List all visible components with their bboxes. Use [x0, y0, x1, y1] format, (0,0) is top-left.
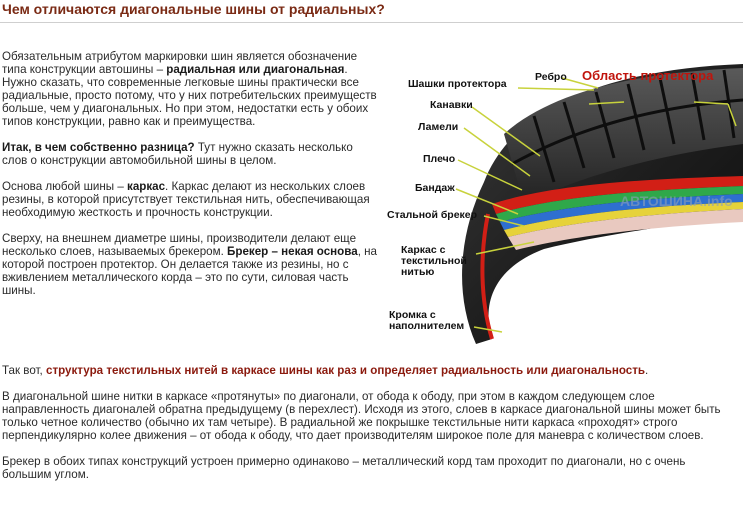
label-shoulder: Плечо: [423, 153, 456, 165]
page-title: Чем отличаются диагональные шины от радиальных?: [2, 1, 385, 17]
text: Основа любой шины –: [2, 180, 128, 193]
text-bold: радиальная или диагональная: [166, 63, 345, 76]
label-bandage: Бандаж: [415, 182, 455, 194]
label-carcass: Каркас с текстильной нитью: [401, 244, 467, 278]
paragraph-structure: [2, 364, 738, 377]
title-divider: [0, 22, 743, 23]
text: Так вот,: [2, 364, 46, 377]
paragraph-carcass: [2, 180, 378, 219]
text: , на которой построен протектор. Он делается также из резины, но с вживлением металлического корда – это по сути, силовая часть шины.: [2, 245, 377, 297]
label-grooves: Канавки: [430, 99, 473, 111]
label-steel-breaker: Стальной брекер: [387, 209, 478, 221]
paragraph-breaker-both: Брекер в обоих типах конструкций устроен примерно одинаково – металлический корд там проходит по диагонали, но с очень большим углом.: [2, 455, 686, 481]
label-sipes: Ламели: [418, 121, 459, 133]
intro-column: [2, 50, 378, 310]
paragraph-difference: [2, 141, 378, 167]
label-rib: Ребро: [535, 71, 567, 83]
label-bead: Кромка с наполнителем: [389, 309, 465, 332]
text-bold: каркас: [127, 180, 166, 193]
text: . Нужно сказать, что современные легковые шины практически все радиальные, просто потому, что у них потребительских преимуществ больше, чем у диагональных. Но при этом, недостатки есть у обоих типов конструкции, равно как и преимущества.: [2, 63, 377, 128]
paragraph-breaker: [2, 232, 378, 297]
text-bold: Итак, в чем собственно разница?: [2, 141, 195, 154]
label-tread-blocks: Шашки протектора: [408, 78, 507, 90]
body-text: [2, 364, 738, 494]
paragraph-marking: [2, 50, 378, 128]
paragraph-diagonal: В диагональной шине нитки в каркасе «протянуты» по диагонали, от обода к ободу, при этом в каждом следующем слое направленность диагоналей обратна предыдущему (в перехлест). Исходя из этого, слоев в каркасе диагональной шины может быть только четное количество (обычно их там четыре). В радиальной же покрышке текстильные нити каркаса «проходят» строго перпендикулярно колее движения – от обода к ободу, что дает производителям широкое поле для маневра с количеством слоев.: [2, 390, 721, 442]
tire-diagram: [384, 64, 743, 354]
watermark: АВТОШИНА.info: [620, 193, 733, 209]
text-bold: Брекер – некая основа: [227, 245, 358, 258]
text: Сверху, на внешнем диаметре шины, производители делают еще несколько слоев, называемых брекером.: [2, 232, 357, 258]
text: .: [645, 364, 649, 377]
label-tread-area: Область протектора: [582, 68, 714, 83]
text: . Каркас делают из нескольких слоев резины, в которой присутствует текстильная нить, обеспечивающая необходимую жесткость и прочность конструкции.: [2, 180, 370, 219]
text-highlight: структура текстильных нитей в каркасе шины как раз и определяет радиальность или диагональность: [46, 364, 646, 377]
text: Тут нужно сказать несколько слов о конструкции автомобильной шины в целом.: [2, 141, 353, 167]
text: Обязательным атрибутом маркировки шин является обозначение типа конструкции автошины –: [2, 50, 358, 76]
